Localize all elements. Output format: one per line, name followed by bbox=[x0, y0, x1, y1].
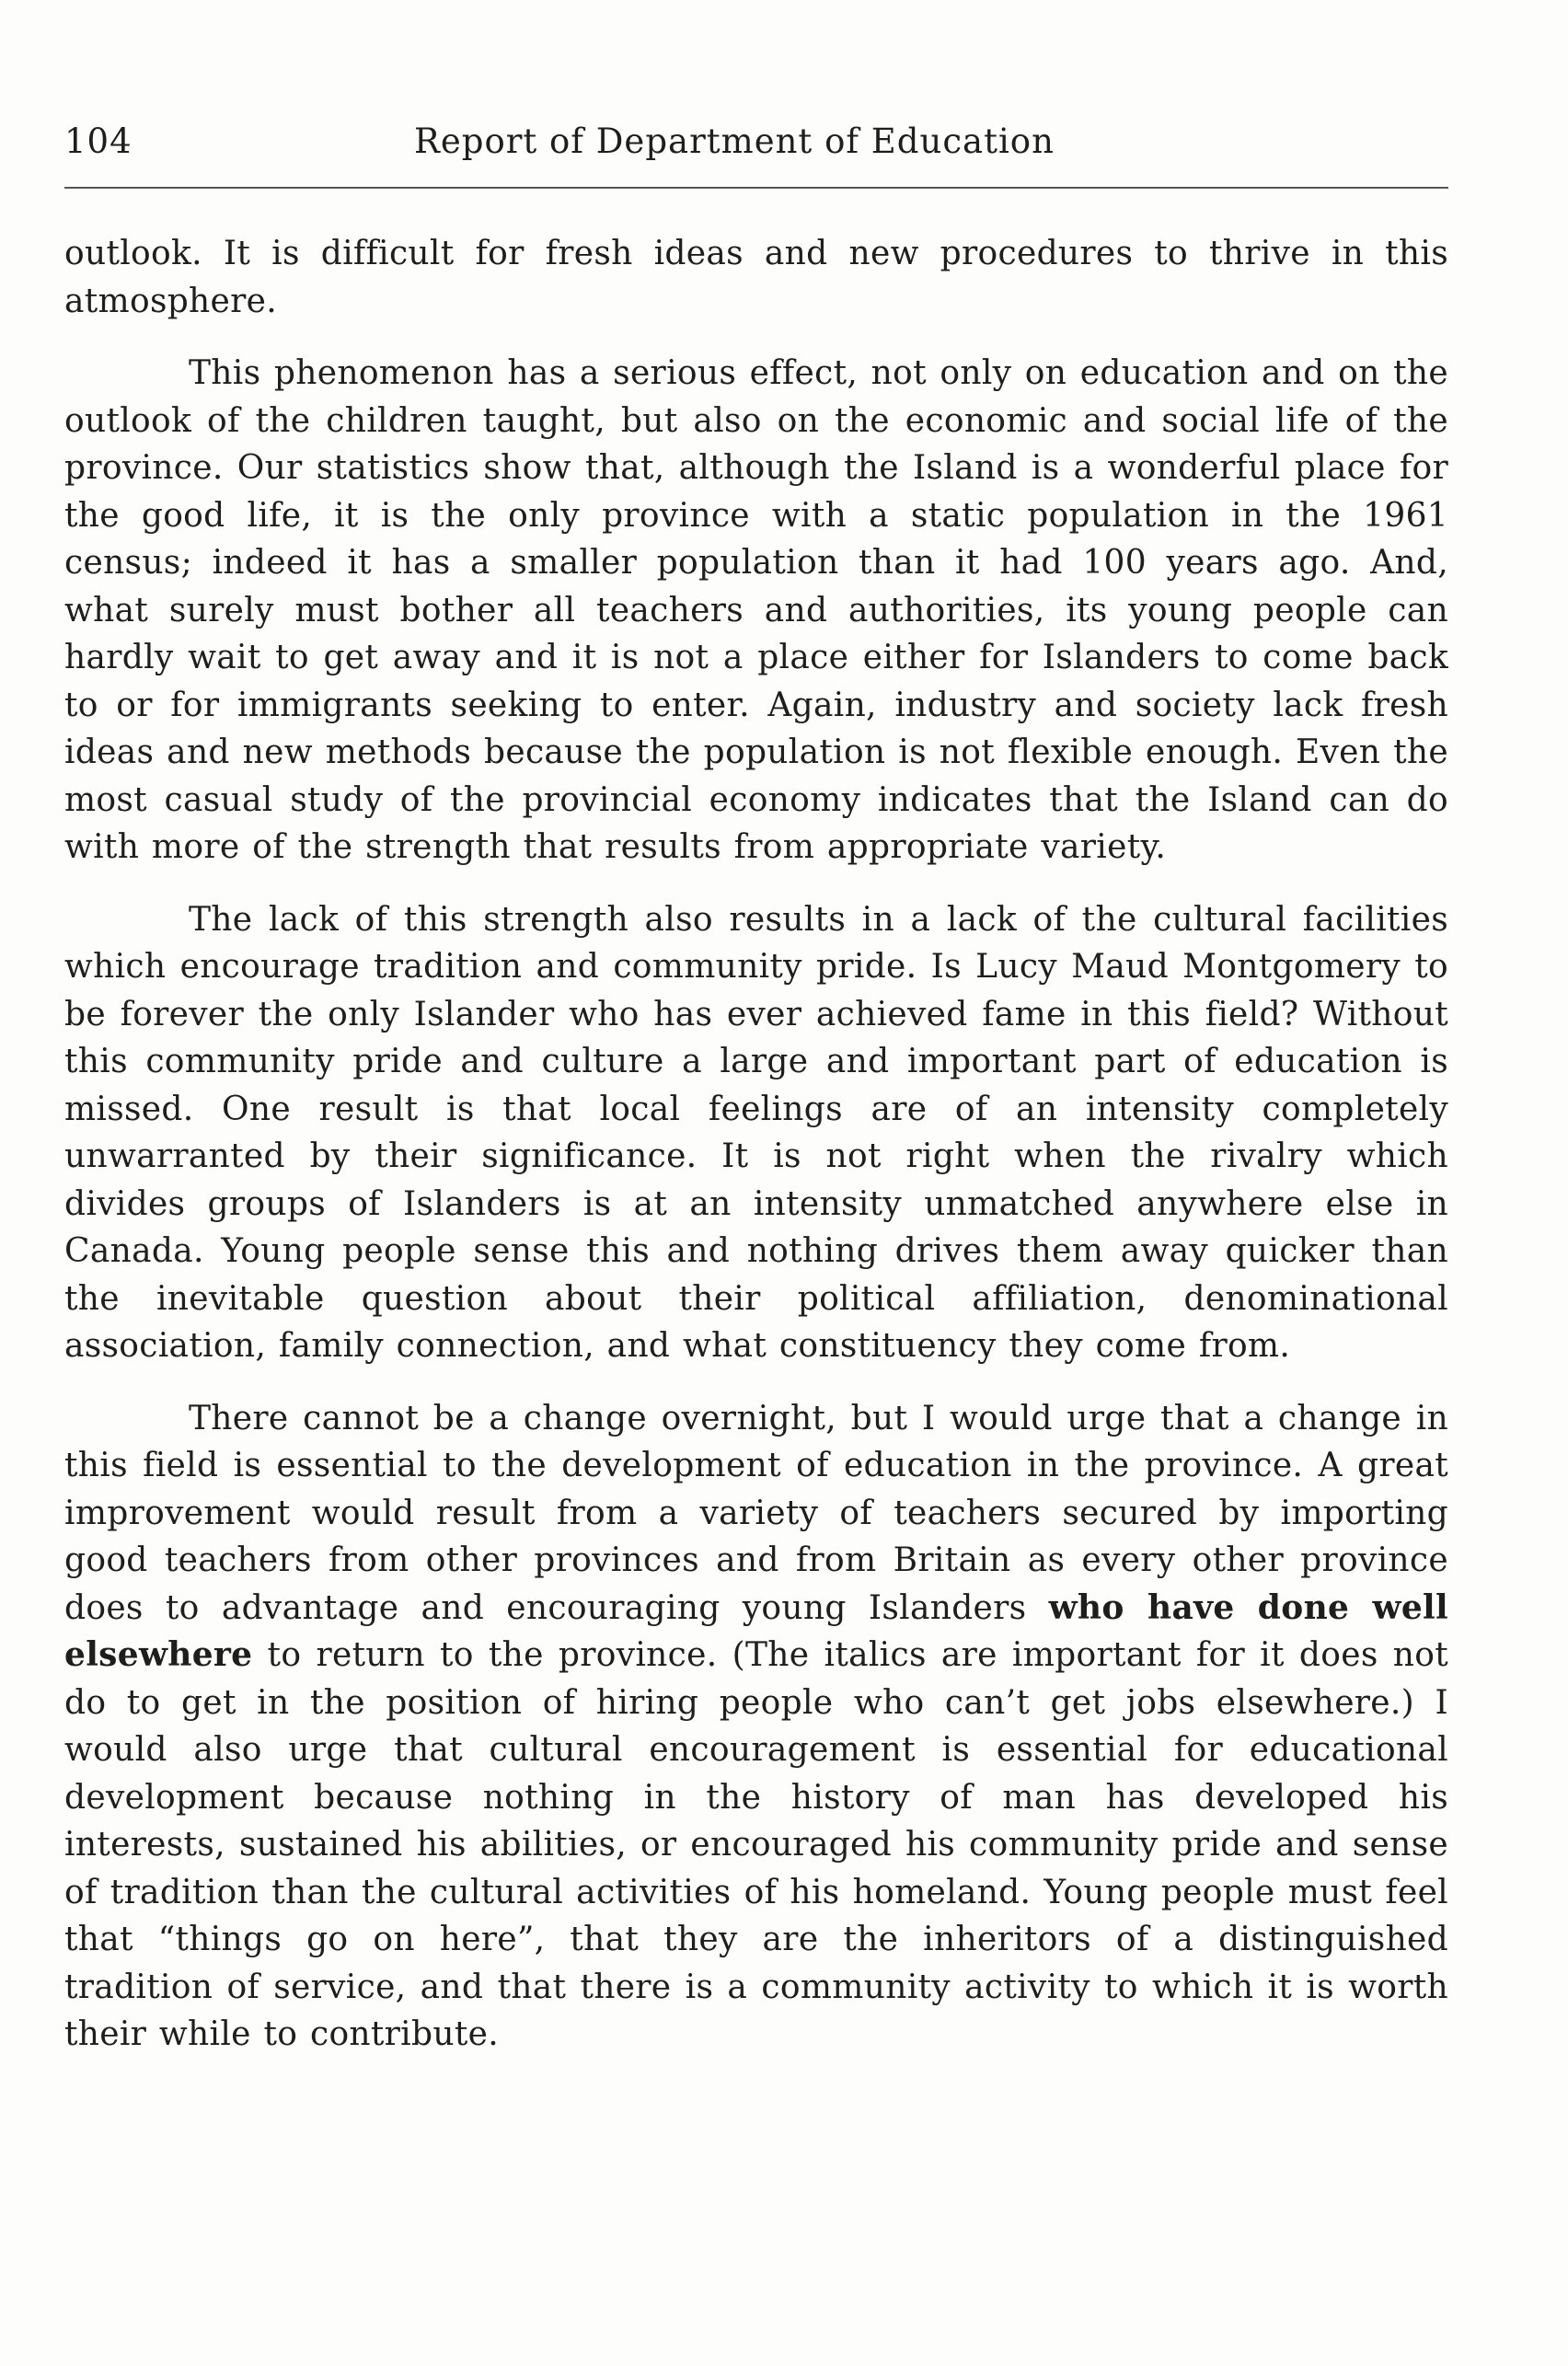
header-rule bbox=[64, 187, 1448, 189]
paragraph-4 bbox=[64, 1395, 1448, 2059]
paragraph-2: This phenomenon has a serious effect, not only on education and on the outlook of the children taught, but also on the economic and social life of the province. Our statistics show that, although the Island is a wonderful place for the good life, it is the only province with a static population in the 1961 census; indeed it has a smaller population than it had 100 years ago. And, what surely must bother all teachers and authorities, its young people can hardly wait to get away and it is not a place either for Islanders to come back to or for immigrants seeking to enter. Again, industry and society lack fresh ideas and new methods because the population is not flexible enough. Even the most casual study of the provincial economy indicates that the Island can do with more of the strength that results from appropriate variety. bbox=[64, 354, 1448, 866]
page-number: 104 bbox=[64, 121, 133, 161]
running-head: Report of Department of Education bbox=[414, 121, 1055, 161]
paragraph-3: The lack of this strength also results in a lack of the cultural facilities which encourage tradition and community pride. Is Lucy Maud Montgomery to be forever the only Islander who has ever achieved fame in this field? Without this community pride and culture a large and important part of education is missed. One result is that local feelings are of an intensity completely unwarranted by their significance. It is not right when the rivalry which divides groups of Islanders is at an intensity unmatched anywhere else in Canada. Young people sense this and nothing drives them away quicker than the inevitable question about their political affiliation, denominational association, family connection, and what constituency they come from. bbox=[64, 900, 1448, 1365]
paragraph-4-text-before: There cannot be a change overnight, but I would urge that a change in this field is essential to the development of education in the province. A great improvement would result from a variety of teachers secured by importing good teachers from other provinces and from Britain as every other province does to advantage and encouraging young Islanders bbox=[64, 1399, 1448, 1627]
body-text bbox=[64, 230, 1448, 2059]
emphasis-text: who have done well elsewhere bbox=[64, 1587, 1448, 1674]
paragraph-4-text-after: to return to the province. (The italics are important for it does not do to get in the position of hiring people who can’t get jobs elsewhere.) I would also urge that cultural encouragement is essential for educational development because nothing in the history of man has developed his interests, sustained his abilities, or encouraged his community pride and sense of tradition than the cultural activities of his homeland. Young people must feel that “things go on here”, that they are the inheritors of a distinguished tradition of service, and that there is a community activity to which it is worth their while to contribute. bbox=[64, 1636, 1448, 2053]
paragraph-1: outlook. It is difficult for fresh ideas and new procedures to thrive in this atmosphere. bbox=[64, 235, 1448, 320]
page-header bbox=[64, 121, 1448, 177]
